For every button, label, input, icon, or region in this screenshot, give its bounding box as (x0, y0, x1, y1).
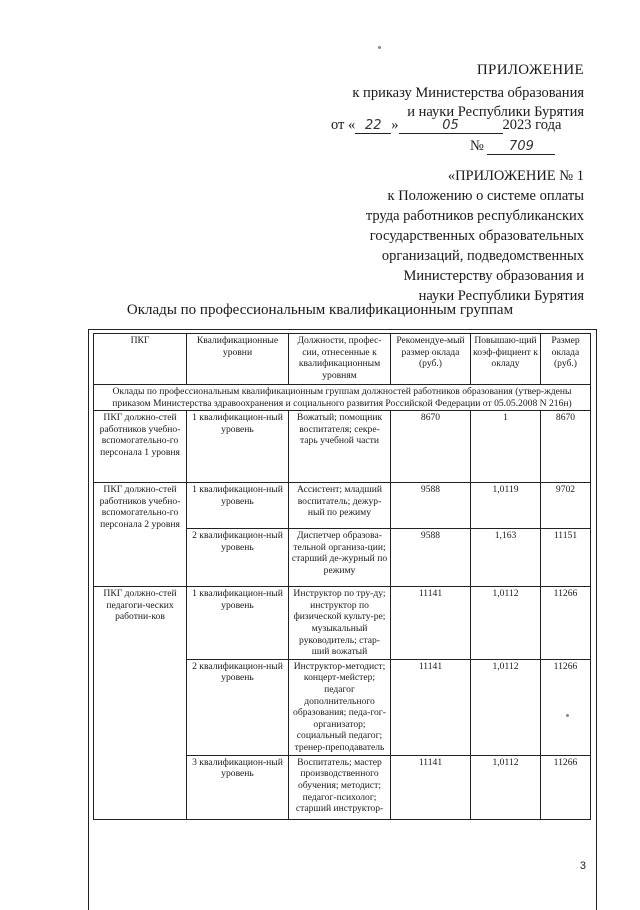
appendix-line: государственных образовательных (369, 228, 584, 244)
column-header: Рекомендуе-мый размер оклада (руб.) (391, 334, 471, 385)
date-prefix: от « (331, 117, 356, 133)
salary-cell: 11266 (541, 755, 591, 819)
salary-cell: 8670 (541, 411, 591, 483)
appendix-line: труда работников республиканских (365, 208, 584, 224)
pkg-cell: ПКГ должно-стей работников учебно-вспомогательно-го персонала 2 уровня (94, 483, 187, 587)
base-cell: 11141 (391, 755, 471, 819)
coef-cell: 1,0112 (471, 755, 541, 819)
header-line-1: к приказу Министерства образования (352, 85, 584, 101)
level-cell: 2 квалификацион-ный уровень (187, 529, 289, 587)
positions-cell: Инструктор-методист; концерт-мейстер; педагог дополнительного образования; педа-гог-организатор; социальный педагог; тренер-преподаватель (289, 659, 391, 755)
positions-cell: Воспитатель; мастер производственного обучения; методист; педагог-психолог; старший инструктор- (289, 755, 391, 819)
scan-speck (378, 46, 381, 49)
appendix-line: к Положению о системе оплаты (387, 188, 584, 204)
salary-cell: 9702 (541, 483, 591, 529)
table-header-row (94, 334, 591, 385)
date-suffix: 2023 года (502, 117, 562, 133)
salary-table (93, 333, 591, 820)
table-row (94, 587, 591, 660)
salary-cell: 11266 (541, 587, 591, 660)
group-title: Оклады по профессиональным квалификационным группам должностей работников образования (утвер-ждены приказом Министерства здравоохранения и социального развития Российской Федерации от 05.05.2008 N 216н) (94, 385, 591, 411)
group-title-row (94, 385, 591, 411)
column-header: ПКГ (94, 334, 187, 385)
order-date (331, 117, 561, 134)
positions-cell: Ассистент; младший воспитатель; дежур-ный по режиму (289, 483, 391, 529)
salary-cell: 11151 (541, 529, 591, 587)
date-day: 22 (355, 118, 391, 134)
number-prefix: № (470, 138, 484, 154)
positions-cell: Диспетчер образова-тельной организа-ции; старший де-журный по режиму (289, 529, 391, 587)
coef-cell: 1,0119 (471, 483, 541, 529)
coef-cell: 1,0112 (471, 659, 541, 755)
appendix-line: науки Республики Бурятия (418, 288, 584, 304)
appendix-line: организаций, подведомственных (381, 248, 584, 264)
positions-cell: Вожатый; помощник воспитателя; секре-тарь учебной части (289, 411, 391, 483)
pkg-cell: ПКГ должно-стей работников учебно-вспомогательно-го персонала 1 уровня (94, 411, 187, 483)
base-cell: 9588 (391, 483, 471, 529)
level-cell: 1 квалификацион-ный уровень (187, 587, 289, 660)
positions-cell: Инструктор по тру-ду; инструктор по физической культу-ре; музыкальный руководитель; стар-ший вожатый (289, 587, 391, 660)
number-value: 709 (487, 139, 555, 155)
level-cell: 1 квалификацион-ный уровень (187, 411, 289, 483)
column-header: Должности, профес-сии, отнесенные к квалификационным уровням (289, 334, 391, 385)
coef-cell: 1,163 (471, 529, 541, 587)
column-header: Размер оклада (руб.) (541, 334, 591, 385)
header-title: ПРИЛОЖЕНИЕ (476, 62, 584, 78)
salary-cell: 11266 (541, 659, 591, 755)
base-cell: 11141 (391, 659, 471, 755)
coef-cell: 1,0112 (471, 587, 541, 660)
table-row (94, 483, 591, 529)
header-line-2: и науки Республики Бурятия (407, 104, 584, 120)
base-cell: 9588 (391, 529, 471, 587)
scan-speck (566, 714, 569, 717)
base-cell: 11141 (391, 587, 471, 660)
column-header: Повышаю-щий коэф-фициент к окладу (471, 334, 541, 385)
pkg-cell: ПКГ должно-стей педагоги-ческих работни-ков (94, 587, 187, 820)
page-number: 3 (579, 860, 586, 872)
order-number (470, 138, 555, 155)
level-cell: 1 квалификацион-ный уровень (187, 483, 289, 529)
coef-cell: 1 (471, 411, 541, 483)
document-title: Оклады по профессиональным квалификационным группам (126, 302, 514, 318)
level-cell: 2 квалификацион-ный уровень (187, 659, 289, 755)
base-cell: 8670 (391, 411, 471, 483)
date-mid: » (391, 117, 399, 133)
column-header: Квалификационные уровни (187, 334, 289, 385)
appendix-line: Министерству образования и (403, 268, 584, 284)
level-cell: 3 квалификацион-ный уровень (187, 755, 289, 819)
table-row (94, 411, 591, 483)
date-month: 05 (399, 118, 503, 134)
appendix-title: «ПРИЛОЖЕНИЕ № 1 (447, 168, 584, 184)
